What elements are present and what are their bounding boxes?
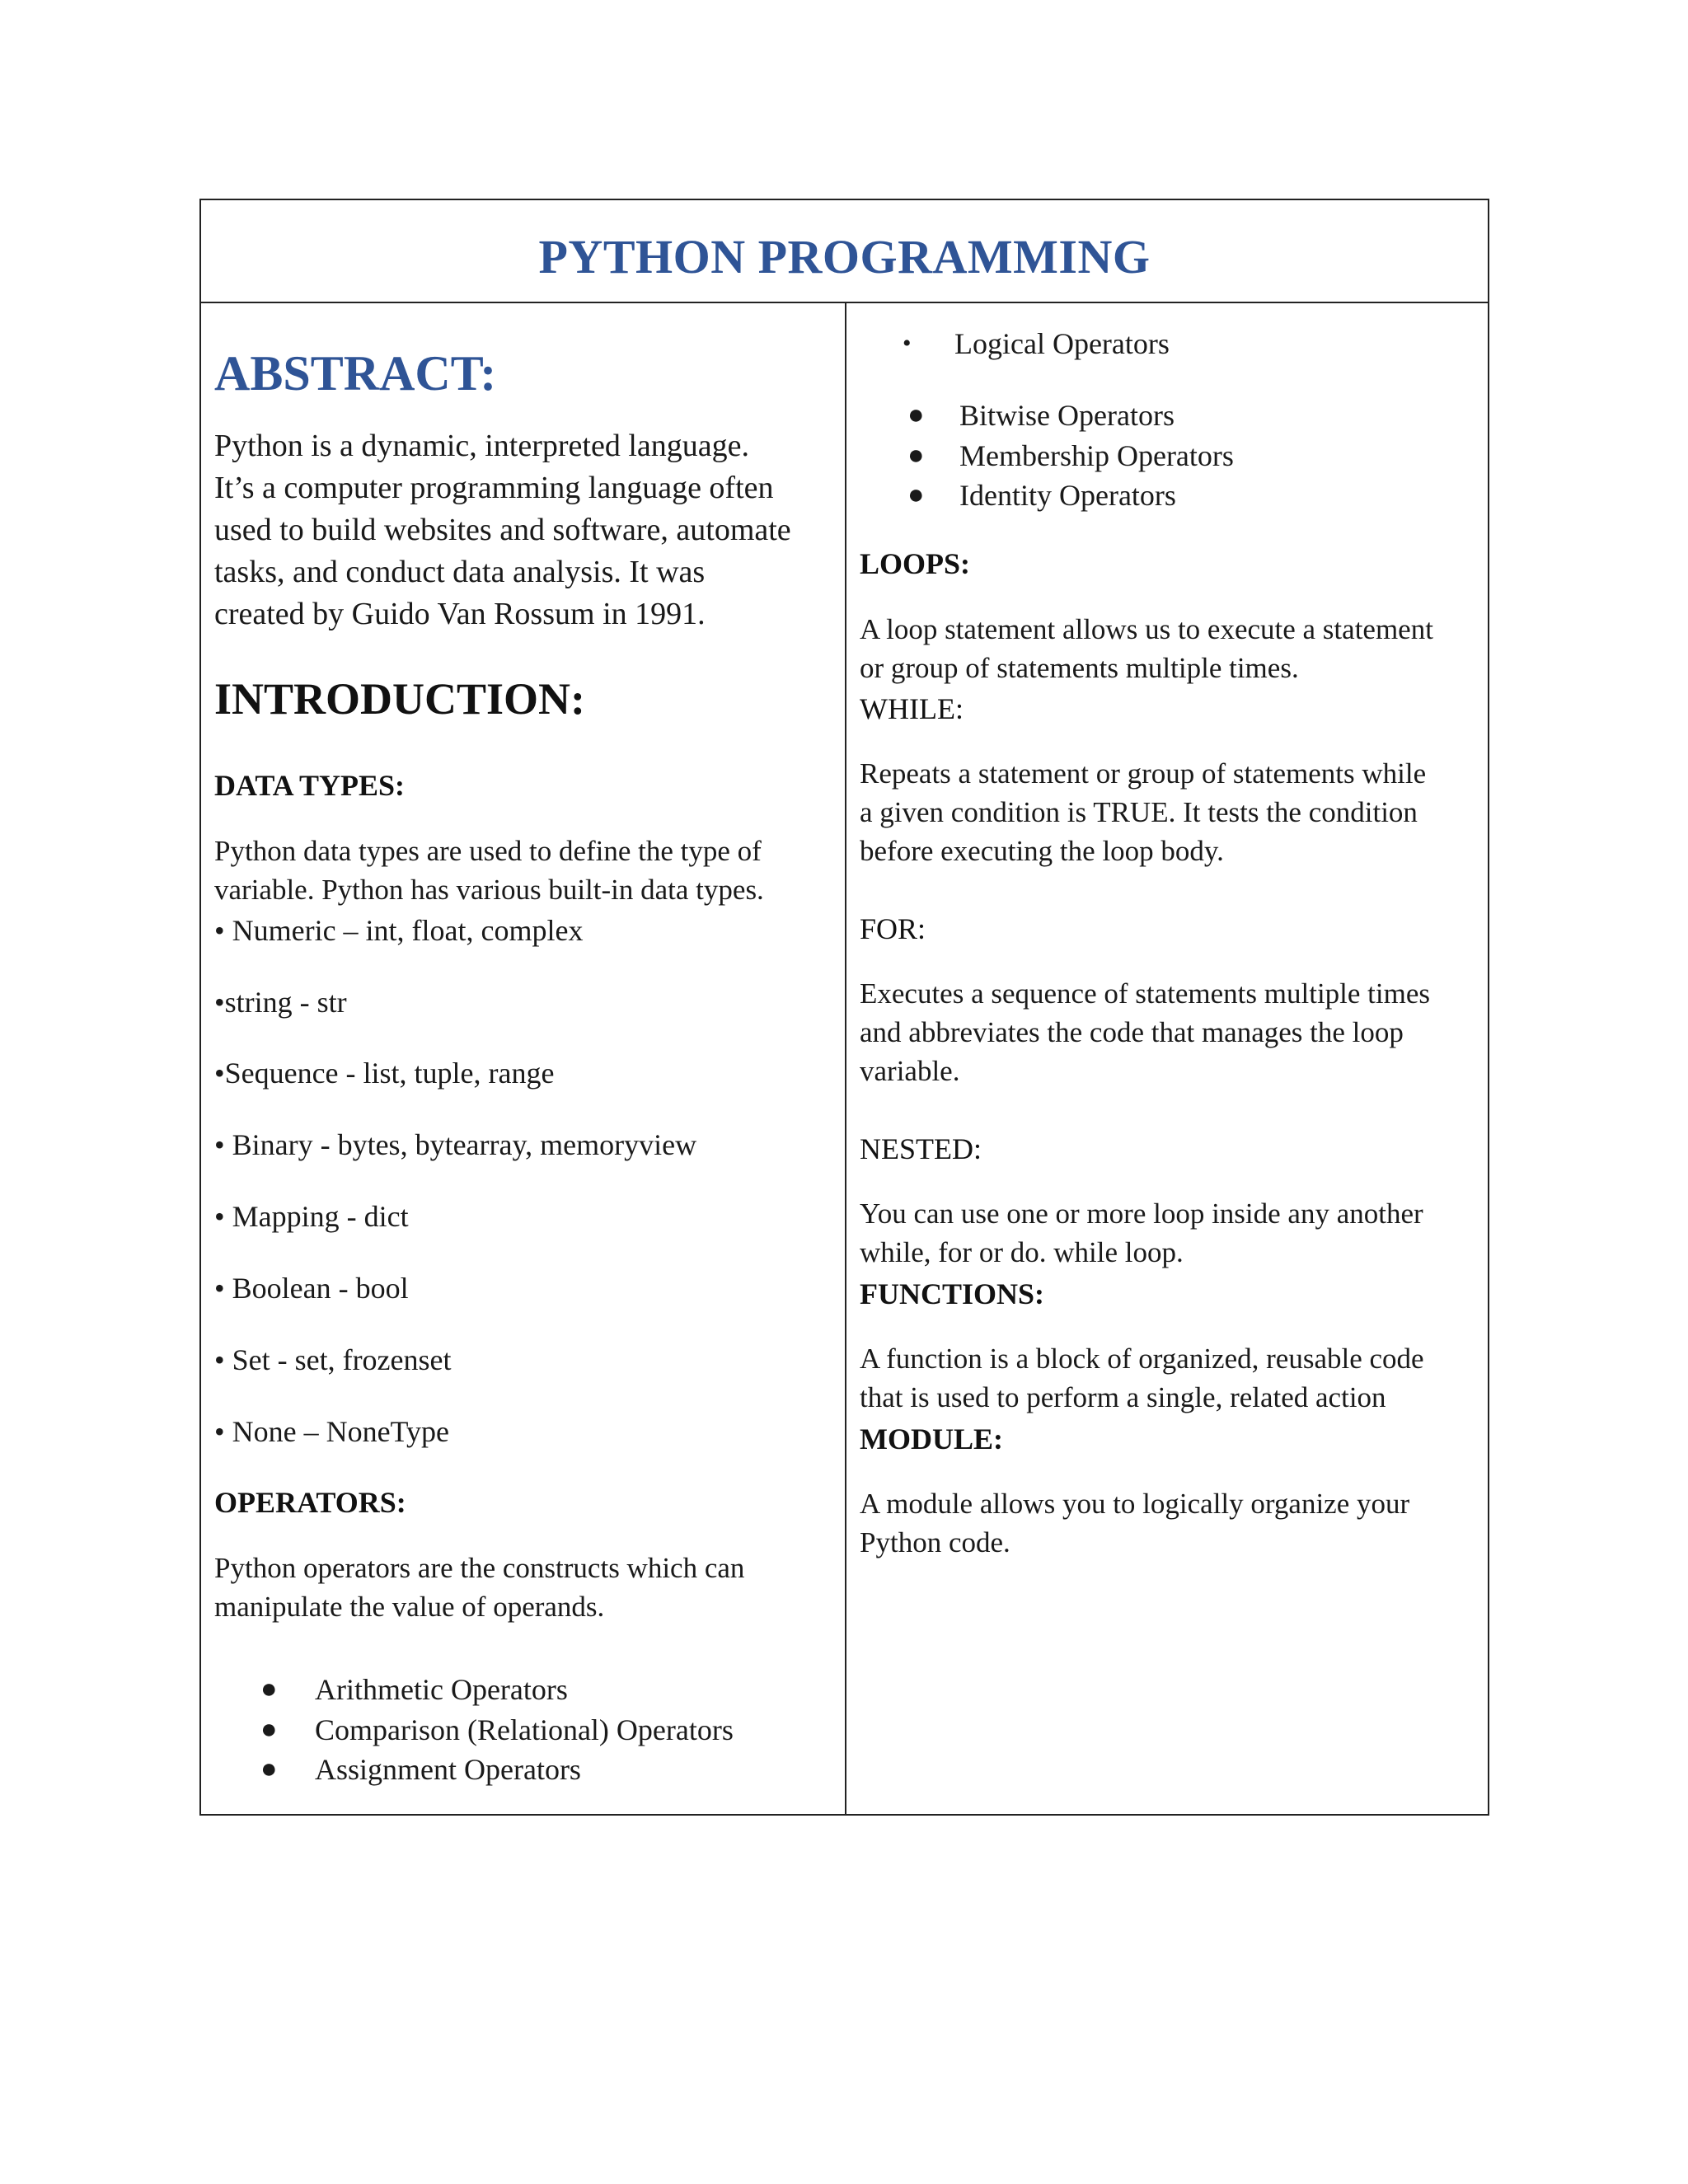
bullet-icon: • — [903, 330, 912, 357]
bullet-icon: ● — [907, 439, 925, 471]
title-row — [201, 200, 1488, 303]
module-line: A module allows you to logically organize your — [860, 1488, 1410, 1520]
abstract-line: created by Guido Van Rossum in 1991. — [214, 597, 706, 631]
operators-continued-first — [860, 324, 1478, 364]
data-type-item: •Sequence - list, tuple, range — [214, 1057, 555, 1090]
data-types-paragraph — [214, 832, 837, 909]
abstract-paragraph — [214, 425, 837, 635]
bullet-icon: ● — [260, 1754, 278, 1784]
operators-line: manipulate the value of operands. — [214, 1591, 605, 1623]
column-divider — [845, 302, 846, 1816]
data-types-heading: DATA TYPES: — [214, 769, 406, 802]
document-table — [199, 199, 1489, 1816]
abstract-line: used to build websites and software, automate — [214, 513, 791, 547]
abstract-heading: ABSTRACT: — [214, 346, 497, 401]
list-item: ● Bitwise Operators — [860, 396, 1478, 436]
data-type-item: • Boolean - bool — [214, 1272, 409, 1305]
operators-line: Python operators are the constructs which can — [214, 1552, 745, 1584]
abstract-line: Python is a dynamic, interpreted language. — [214, 429, 749, 463]
module-line: Python code. — [860, 1526, 1010, 1558]
data-type-item: •string - str — [214, 986, 347, 1019]
loops-heading: LOOPS: — [860, 547, 971, 580]
abstract-line: tasks, and conduct data analysis. It was — [214, 555, 706, 589]
data-type-item: • None – NoneType — [214, 1415, 450, 1448]
functions-line: that is used to perform a single, related action — [860, 1381, 1386, 1413]
module-heading: MODULE: — [860, 1422, 1003, 1455]
list-item: ● Assignment Operators — [214, 1750, 837, 1790]
document-title: PYTHON PROGRAMMING — [538, 230, 1151, 284]
bullet-icon: ● — [907, 480, 925, 510]
operators-list — [214, 1670, 837, 1790]
for-line: variable. — [860, 1055, 960, 1087]
bullet-icon: ● — [260, 1674, 278, 1704]
nested-line: You can use one or more loop inside any another — [860, 1197, 1423, 1230]
while-line: before executing the loop body. — [860, 835, 1224, 867]
data-type-item: • Numeric – int, float, complex — [214, 914, 584, 947]
list-item: ● Arithmetic Operators — [214, 1670, 837, 1710]
nested-heading: NESTED: — [860, 1132, 982, 1165]
loops-paragraph — [860, 610, 1478, 687]
list-item: ● Identity Operators — [860, 476, 1478, 516]
functions-paragraph — [860, 1339, 1478, 1417]
operators-heading: OPERATORS: — [214, 1486, 406, 1519]
list-item: ● Membership Operators — [860, 436, 1478, 476]
for-line: Executes a sequence of statements multiple times — [860, 977, 1431, 1010]
list-item: • Logical Operators — [860, 324, 1478, 364]
loops-line: or group of statements multiple times. — [860, 652, 1299, 684]
while-line: a given condition is TRUE. It tests the condition — [860, 796, 1418, 828]
nested-paragraph — [860, 1194, 1478, 1272]
data-type-item: • Binary - bytes, bytearray, memoryview — [214, 1128, 697, 1161]
data-types-line: variable. Python has various built-in data types. — [214, 874, 764, 906]
for-paragraph — [860, 974, 1478, 1090]
operators-continued-list — [860, 396, 1478, 516]
loops-line: A loop statement allows us to execute a statement — [860, 613, 1433, 645]
data-type-item: • Mapping - dict — [214, 1200, 409, 1233]
data-types-line: Python data types are used to define the type of — [214, 835, 762, 867]
functions-line: A function is a block of organized, reusable code — [860, 1343, 1424, 1375]
functions-heading: FUNCTIONS: — [860, 1277, 1045, 1310]
list-item: ● Comparison (Relational) Operators — [214, 1710, 837, 1750]
nested-line: while, for or do. while loop. — [860, 1236, 1184, 1268]
for-line: and abbreviates the code that manages the loop — [860, 1016, 1404, 1048]
while-heading: WHILE: — [860, 692, 964, 725]
for-heading: FOR: — [860, 912, 926, 945]
operators-paragraph — [214, 1549, 837, 1626]
abstract-line: It’s a computer programming language often — [214, 471, 774, 505]
while-paragraph — [860, 754, 1478, 870]
while-line: Repeats a statement or group of statements while — [860, 757, 1427, 790]
module-paragraph — [860, 1484, 1478, 1562]
introduction-heading: INTRODUCTION: — [214, 674, 586, 724]
bullet-icon: ● — [907, 400, 925, 430]
data-type-item: • Set - set, frozenset — [214, 1343, 452, 1376]
bullet-icon: ● — [260, 1713, 278, 1745]
